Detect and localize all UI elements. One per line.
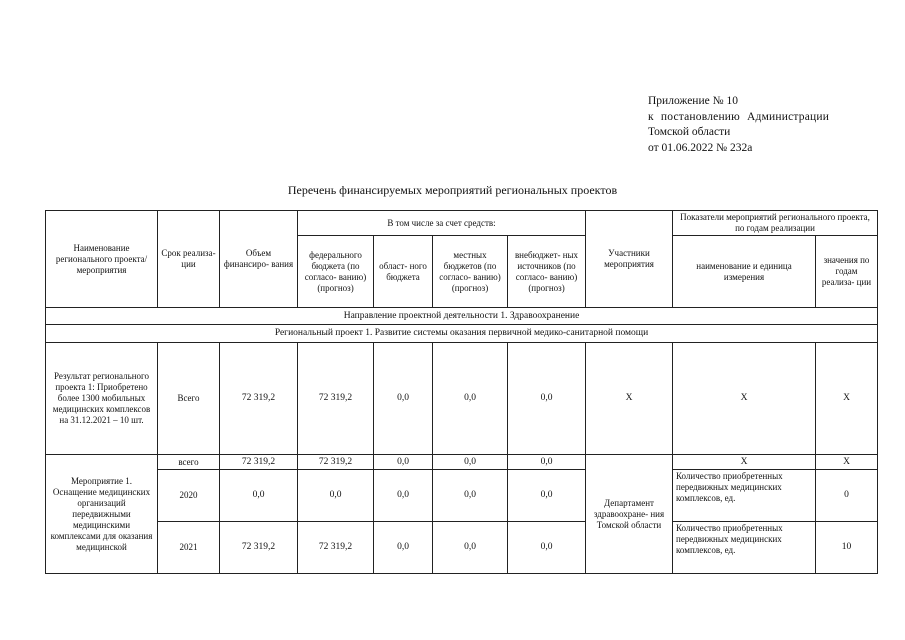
result-volume: 72 319,2 (220, 343, 298, 455)
section-project: Региональный проект 1. Развитие системы оказания первичной медико-санитарной помощи (46, 325, 878, 343)
measure-regional: 0,0 (374, 455, 433, 470)
header-participants: Участники мероприятия (586, 211, 673, 308)
measure-period: 2021 (158, 522, 220, 574)
table-row (46, 522, 878, 574)
measure-indicator-name: Количество приобретенных передвижных медицинских комплексов, ед. (673, 470, 816, 522)
result-local: 0,0 (433, 343, 508, 455)
annex-block (648, 94, 888, 156)
header-regional: област- ного бюджета (374, 236, 433, 308)
measure-local: 0,0 (433, 522, 508, 574)
measure-indicator-value: 10 (816, 522, 878, 574)
measure-local: 0,0 (433, 470, 508, 522)
table-row (46, 343, 878, 455)
measure-period: всего (158, 455, 220, 470)
measure-local: 0,0 (433, 455, 508, 470)
measure-extra: 0,0 (508, 470, 586, 522)
measure-indicator-name: Количество приобретенных передвижных медицинских комплексов, ед. (673, 522, 816, 574)
annex-region: Томской области (648, 126, 731, 138)
header-volume: Объем финансиро- вания (220, 211, 298, 308)
header-federal: федерального бюджета (по согласо- ванию) (прогноз) (298, 236, 374, 308)
section-direction: Направление проектной деятельности 1. Здравоохранение (46, 308, 878, 325)
header-local: местных бюджетов (по согласо- ванию) (прогноз) (433, 236, 508, 308)
result-participants: X (586, 343, 673, 455)
measure-federal: 72 319,2 (298, 455, 374, 470)
result-indicator-value: X (816, 343, 878, 455)
result-federal: 72 319,2 (298, 343, 374, 455)
measure-period: 2020 (158, 470, 220, 522)
annex-number: Приложение № 10 (648, 95, 738, 107)
result-name: Результат регионального проекта 1: Приобретено более 1300 мобильных медицинских комплексов на 31.12.2021 – 10 шт. (46, 343, 158, 455)
result-regional: 0,0 (374, 343, 433, 455)
measure-indicator-value: 0 (816, 470, 878, 522)
measure-federal: 72 319,2 (298, 522, 374, 574)
result-indicator-name: X (673, 343, 816, 455)
measure-volume: 72 319,2 (220, 455, 298, 470)
result-extra: 0,0 (508, 343, 586, 455)
header-indicators: Показатели мероприятий регионального проекта, по годам реализации (673, 211, 878, 236)
annex-resolution: к постановлению Администрации (648, 110, 830, 123)
measure-indicator-value: X (816, 455, 878, 470)
measure-extra: 0,0 (508, 455, 586, 470)
header-name: Наименование регионального проекта/ мероприятия (46, 211, 158, 308)
header-indicator-values: значения по годам реализа- ции (816, 236, 878, 308)
header-extra: внебюджет- ных источников (по согласо- ванию) (прогноз) (508, 236, 586, 308)
table-row (46, 455, 878, 470)
table-row (46, 470, 878, 522)
measure-indicator-name: X (673, 455, 816, 470)
measure-federal: 0,0 (298, 470, 374, 522)
measure-name: Мероприятие 1. Оснащение медицинских организаций передвижными медицинскими комплексами для оказания медицинской (46, 455, 158, 574)
measure-participants: Департамент здравоохране- ния Томской области (586, 455, 673, 574)
measures-table (45, 210, 878, 574)
document-title: Перечень финансируемых мероприятий региональных проектов (287, 183, 618, 197)
annex-date: от 01.06.2022 № 232а (648, 141, 753, 154)
header-period: Срок реализа- ции (158, 211, 220, 308)
header-indicator-name: наименование и единица измерения (673, 236, 816, 308)
measure-volume: 0,0 (220, 470, 298, 522)
measure-extra: 0,0 (508, 522, 586, 574)
header-including: В том числе за счет средств: (298, 211, 586, 236)
result-period: Всего (158, 343, 220, 455)
measure-volume: 72 319,2 (220, 522, 298, 574)
measure-regional: 0,0 (374, 522, 433, 574)
measure-regional: 0,0 (374, 470, 433, 522)
